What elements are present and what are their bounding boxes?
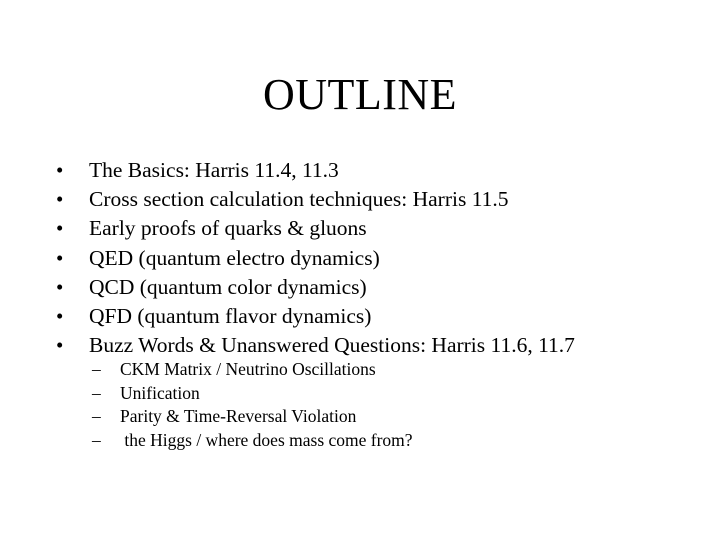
dash-icon: – xyxy=(92,406,101,427)
bullet-text: Cross section calculation techniques: Harris 11.5 xyxy=(89,187,509,212)
dash-icon: – xyxy=(92,382,101,403)
bullet-icon: • xyxy=(56,333,64,358)
sub-bullet-text: Unification xyxy=(120,382,200,403)
sub-bullet-text: Parity & Time-Reversal Violation xyxy=(120,406,357,427)
bullet-text: QED (quantum electro dynamics) xyxy=(89,245,380,270)
bullet-text: Buzz Words & Unanswered Questions: Harris 11.6, 11.7 xyxy=(89,333,575,358)
sub-bullet-text: CKM Matrix / Neutrino Oscillations xyxy=(120,359,376,379)
sub-bullet-text: the Higgs / where does mass come from? xyxy=(120,429,413,450)
bullet-text: The Basics: Harris 11.4, 11.3 xyxy=(89,158,339,182)
slide-title: OUTLINE xyxy=(262,70,458,119)
dash-icon: – xyxy=(92,359,101,379)
bullet-icon: • xyxy=(56,274,64,299)
bullet-icon: • xyxy=(56,216,64,241)
bullet-text: Early proofs of quarks & gluons xyxy=(89,216,367,241)
dash-icon: – xyxy=(92,429,101,450)
bullet-icon: • xyxy=(56,158,64,182)
bullet-icon: • xyxy=(56,245,64,270)
bullet-text: QCD (quantum color dynamics) xyxy=(89,274,367,299)
bullet-text: QFD (quantum flavor dynamics) xyxy=(89,303,372,328)
bullet-icon: • xyxy=(56,187,64,212)
bullet-icon: • xyxy=(56,303,64,328)
